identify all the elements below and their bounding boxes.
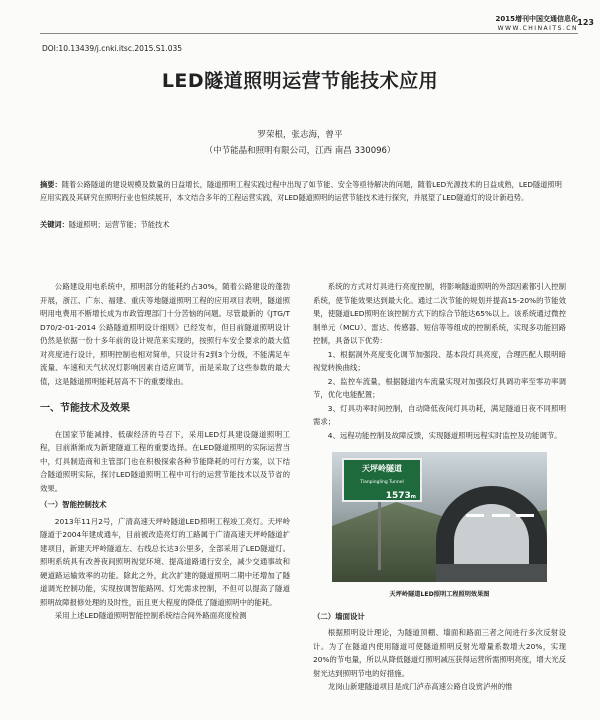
paragraph: 采用上述LED隧道照明智能控制系统结合间外路面亮度检测 xyxy=(54,611,247,620)
abstract-text: 随着公路隧道的建设规模及数量的日益增长，隧道照明工程实践过程中出现了如节能、安全等亟待解决的问题，随着LED光源技术的日益成熟，LED隧道照明应用实践及其研究在照明行业也恒续展开，本文结合多年的工程运营实践，对LED隧道照明的运营节能技术进行探究，并展望了LED隧道灯的设计新趋势。 xyxy=(40,180,562,202)
paragraph: 2013年11月2号，广清高速天坪岭隧道LED照明工程竣工亮灯。天坪岭隧道于2004年建成通车，目前被改造亮灯的工路属于广清高速天坪岭隧道扩建项目，新建天坪岭隧道左、右线总长达3公里多，全部采用了LED隧道灯。照明系统具有改善夜间照明视觉环境、提高道路通行安全，减少交通事故和硬道路运输效率的功能。除此之外，此次扩建的隧道照明二期中还增加了隧道调光控制功能，实现按调智能路网、灯光需求控制，不但可以提高了隧道照明故障报修处理的及时性，而且更大程度的降低了隧道照明中的能耗。 xyxy=(40,516,290,607)
tunnel-portal xyxy=(436,486,547,582)
keywords xyxy=(40,220,562,230)
subsection-heading-1: （一）智能控制技术 xyxy=(40,500,107,509)
intro-paragraph: 公路建设用电系统中，照明部分的能耗约占30%，随着公路建设的蓬勃开展，浙江、广东、福建、重庆等地隧道照明工程的应用项目表明，隧道照明用电费用不断增长成为市政管理部门十分苦恼的问题。尽管最新的《JTG/T D70/2-01-2014 公路隧道照明设计细则》已经发布，但目前隧道照明设计仍然是依据一份十多年前的设计规范来实现的，按照行车安全要求的最大值对亮度进行设计，照明控制也相对简单，只设计有2到3个分级，不能满足车流量、车速和天气状况灯影响因素自适应调节，而是采取了这些参数的最大值，这是隧道照明能耗居高不下的重要缘由。 xyxy=(40,282,290,386)
keywords-text: 隧道照明；运营节能；节能技术 xyxy=(68,220,170,229)
paragraph: 系统的方式对灯具进行亮度控制，将影响隧道照明的外部因素都引入控制系统，使节能效果达到最大化。通过二次节能的规划并提高15-20%的节能效果，使隧道LED照明在该控制方式下的综合节能达65%以上。该系统通过微控制单元（MCU）、雷达、传感器、短信等等组成的控制系统，实现多功能回路控制，具备以下优势： xyxy=(313,282,566,345)
tunnel-sign xyxy=(342,458,422,502)
left-column xyxy=(40,280,290,623)
sign-chinese: 天坪岭隧道 xyxy=(362,464,402,473)
paper-title: LED隧道照明运营节能技术应用 xyxy=(161,70,439,92)
tunnel-lamp xyxy=(466,514,484,517)
figure-caption: 天坪岭隧道LED照明工程照明效果图 xyxy=(389,591,490,598)
abstract xyxy=(40,178,562,204)
sign-pole xyxy=(378,500,381,570)
tunnel-lamp xyxy=(516,514,534,517)
subsection-heading-2: （二）墙面设计 xyxy=(313,611,365,621)
paragraph: 在国家节能减排、低碳经济的号召下，采用LED灯具建设隧道照明工程，目前渐渐成为新建隧道工程的重要选择。在LED隧道照明的实际运营当中，灯具制造商和主管部门也在积极探索各种节能降耗的可行方案，以下结合隧道照明实际，探讨LED隧道照明工程中可行的运营节能技术以及节省的效果。 xyxy=(40,429,290,493)
tunnel-photo xyxy=(332,452,547,582)
paragraph: 根据照明设计理论，为隧道顶棚、墙面和路面三者之间进行多次反射设计。为了在隧道内使用隧道可使隧道照明反射光增量系数增大20%，实现20%的节电量，所以从降低隧道灯照明减压获得运营所需照明亮度，增大光反射光达到照明节电的好措施。 xyxy=(313,628,566,678)
journal-name: 2015增刊中国交通信息化 xyxy=(495,15,578,23)
right-column xyxy=(313,280,566,694)
header-rule xyxy=(40,33,578,34)
sign-english: Tianpingling Tunnel xyxy=(360,479,404,485)
list-item: 3、灯具功率时间控制，自动降低夜间灯具功耗，满足隧道日夜不同照明需求； xyxy=(313,403,566,426)
sign-length-unit: m xyxy=(410,494,416,500)
keywords-label: 关键词： xyxy=(40,220,69,229)
tunnel-lamp xyxy=(492,514,510,517)
abstract-label: 摘要： xyxy=(40,180,62,189)
doi: DOI:10.13439/j.cnki.itsc.2015.S1.035 xyxy=(42,44,183,53)
road-surface xyxy=(436,564,547,582)
authors: 罗荣根，张志海，曾平 xyxy=(257,130,343,140)
list-item: 4、远程功能控制及故障反馈，实现隧道照明远程实时监控及功能调节。 xyxy=(327,430,562,440)
section-heading-1: 一、节能技术及效果 xyxy=(40,403,130,414)
sign-length-value: 1573 xyxy=(385,491,411,501)
affiliation: （中节能晶和照明有限公司，江西 南昌 330096） xyxy=(204,146,396,156)
list-item: 1、根据洞外亮度变化调节加强段、基本段灯具亮度，合理匹配人眼明暗视觉转换曲线； xyxy=(313,349,566,372)
list-item: 2、监控车流量，根据隧道内车流量实现对加强段灯具调功率至零功率调节，优化电能配置； xyxy=(313,376,566,399)
sign-length xyxy=(344,490,420,505)
journal-site: WWW.CHINAITS.CN xyxy=(497,25,578,32)
page-number: 123 xyxy=(577,18,594,27)
paragraph: 龙岗山新建隧道项目是成门泸赤高速公路自设赏泸州的惟 xyxy=(327,682,513,691)
running-header xyxy=(496,14,578,32)
